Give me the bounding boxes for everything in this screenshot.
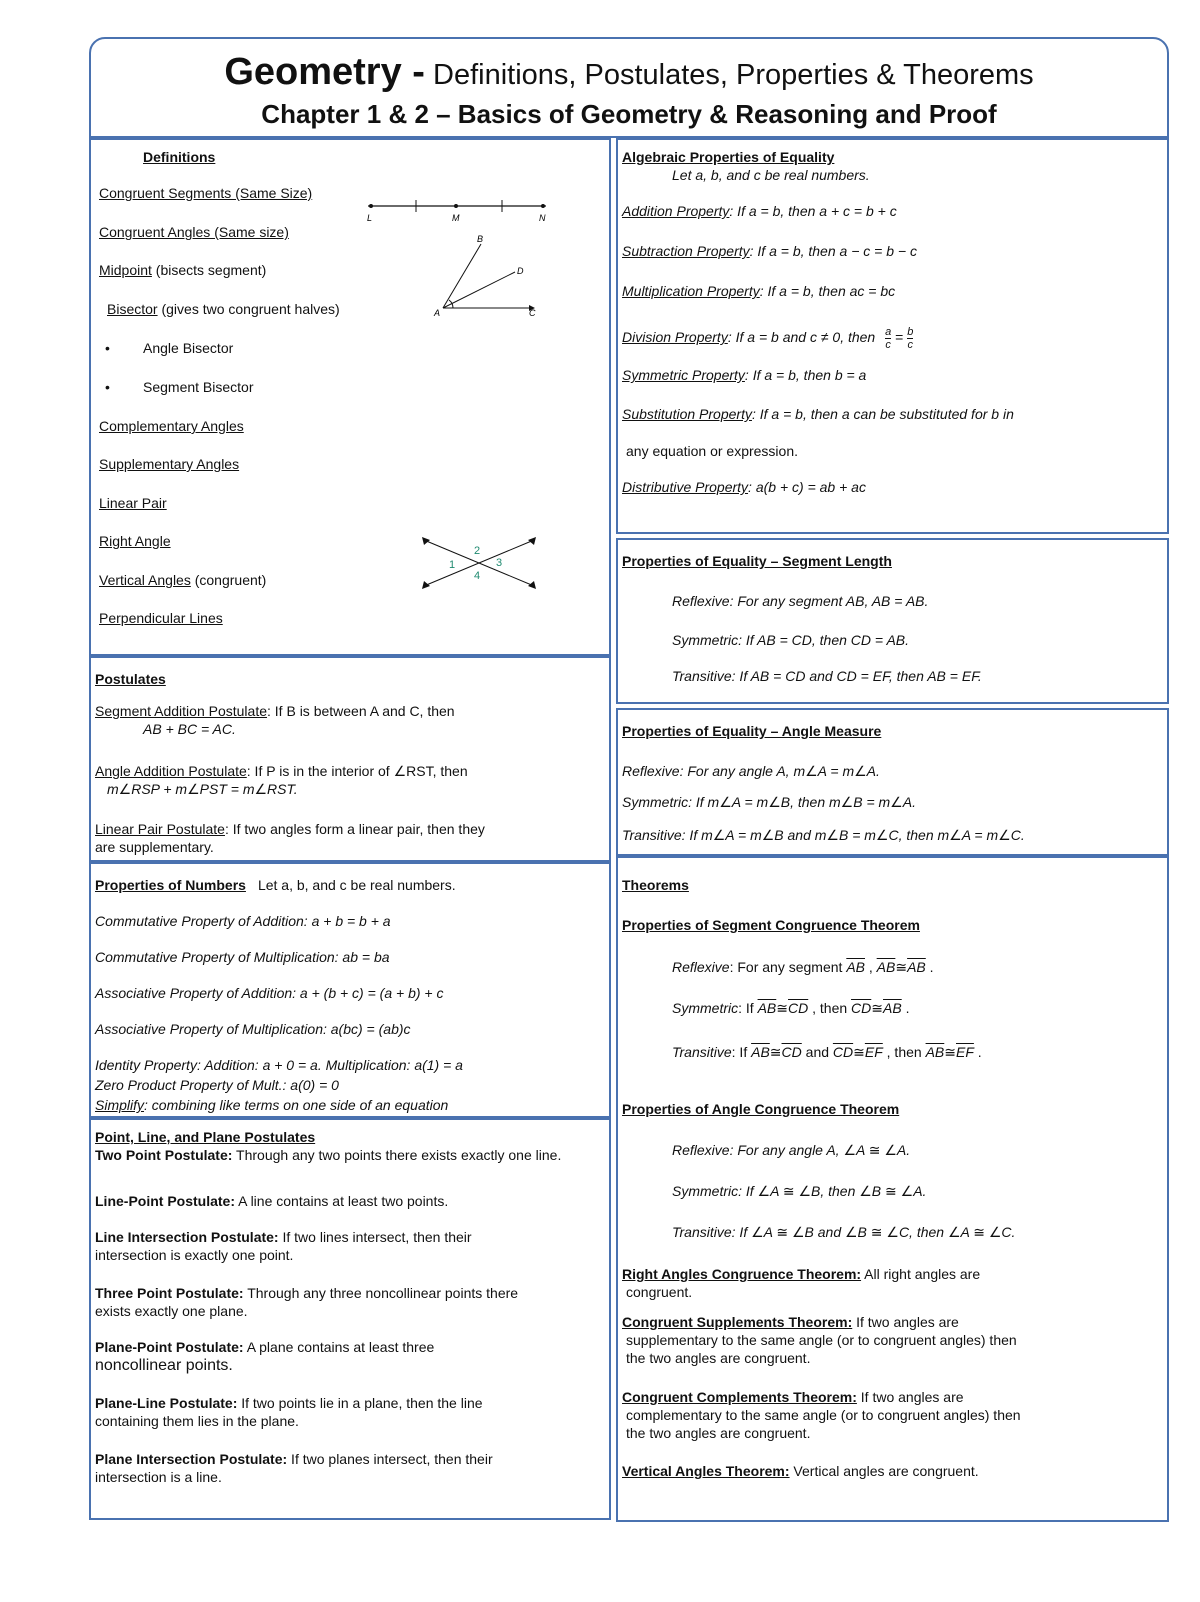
algebra-box <box>616 138 1169 534</box>
def-perpendicular: Perpendicular Lines <box>99 610 223 626</box>
def-vertical-angles: Vertical Angles (congruent) <box>99 572 267 588</box>
seg-cong-reflexive: Reflexive: For any segment $\overline{AB}$ , $\overline{AB}≅\overline{AB}$ . <box>672 959 934 975</box>
label-l: L <box>367 213 373 223</box>
zero-product: Zero Product Property of Mult.: a(0) = 0 <box>95 1077 339 1093</box>
subtraction-property: Subtraction Property: If a = b, then a − c = b − c <box>622 243 917 259</box>
multiplication-property: Multiplication Property: If a = b, then ac = bc <box>622 283 896 299</box>
def-segment-bisector: Segment Bisector <box>143 379 254 395</box>
line-intersection-postulate: Line Intersection Postulate: If two lines intersect, then their intersection is exactly one point. <box>95 1229 472 1263</box>
definitions-heading: Definitions <box>143 149 216 165</box>
two-point-postulate: Two Point Postulate: Through any two points there exists exactly one line. <box>95 1147 562 1163</box>
seg-symmetric: Symmetric: If AB = CD, then CD = AB. <box>672 632 910 648</box>
algebra-heading: Algebraic Properties of Equality <box>622 149 835 165</box>
label-2: 2 <box>474 545 481 557</box>
three-point-postulate: Three Point Postulate: Through any three noncollinear points there exists exactly one plane. <box>95 1285 519 1319</box>
bullet-icon: • <box>105 340 110 356</box>
ang-symmetric: Symmetric: If m∠A = m∠B, then m∠B = m∠A. <box>622 794 916 810</box>
theorems-box <box>616 856 1169 1522</box>
bullet-icon: • <box>105 379 110 395</box>
header <box>89 37 1169 138</box>
plane-point-postulate-cont: noncollinear points. <box>95 1357 233 1374</box>
label-1: 1 <box>449 559 456 571</box>
def-bisector: Bisector (gives two congruent halves) <box>107 301 340 317</box>
substitution-property-cont: any equation or expression. <box>626 443 798 459</box>
simplify: Simplify: combining like terms on one side of an equation <box>95 1097 449 1113</box>
comm-add: Commutative Property of Addition: a + b = b + a <box>95 913 391 929</box>
def-supplementary: Supplementary Angles <box>99 456 240 472</box>
plane-line-postulate: Plane-Line Postulate: If two points lie in a plane, then the line containing them lies in the plane. <box>95 1395 483 1429</box>
identity-property: Identity Property: Addition: a + 0 = a. Multiplication: a(1) = a <box>95 1057 463 1073</box>
label-3: 3 <box>496 557 503 569</box>
symmetric-property: Symmetric Property: If a = b, then b = a <box>622 367 867 383</box>
segment-lmn-figure <box>366 196 556 226</box>
def-midpoint: Midpoint (bisects segment) <box>99 262 267 278</box>
label-b: B <box>477 234 484 244</box>
comm-mult: Commutative Property of Multiplication: ab = ba <box>95 949 390 965</box>
algebra-intro: Let a, b, and c be real numbers. <box>672 167 870 183</box>
segment-addition-postulate: Segment Addition Postulate: If B is between A and C, then <box>95 703 455 719</box>
def-linear-pair: Linear Pair <box>99 495 167 511</box>
addition-property: Addition Property: If a = b, then a + c = b + c <box>622 203 897 219</box>
label-4: 4 <box>474 570 481 582</box>
definitions-box <box>89 138 611 656</box>
congruent-complements-theorem: Congruent Complements Theorem: If two angles are <box>622 1389 964 1405</box>
page-subtitle: Chapter 1 & 2 – Basics of Geometry & Reasoning and Proof <box>261 99 997 129</box>
assoc-add: Associative Property of Addition: a + (b + c) = (a + b) + c <box>95 985 444 1001</box>
segment-addition-formula: AB + BC = AC. <box>143 721 236 737</box>
angle-measure-heading: Properties of Equality – Angle Measure <box>622 723 882 739</box>
def-congruent-angles: Congruent Angles (Same size) <box>99 224 289 240</box>
linear-pair-postulate: Linear Pair Postulate: If two angles form a linear pair, then they <box>95 821 485 837</box>
seg-transitive: Transitive: If AB = CD and CD = EF, then AB = EF. <box>672 668 982 684</box>
def-complementary: Complementary Angles <box>99 418 244 434</box>
congruent-complements-cont1: complementary to the same angle (or to congruent angles) then <box>626 1407 1021 1423</box>
angle-addition-postulate: Angle Addition Postulate: If P is in the interior of ∠RST, then <box>95 763 468 779</box>
congruent-supplements-theorem: Congruent Supplements Theorem: If two angles are <box>622 1314 959 1330</box>
plane-point-postulate: Plane-Point Postulate: A plane contains at least three <box>95 1339 435 1355</box>
ang-cong-transitive: Transitive: If ∠A ≅ ∠B and ∠B ≅ ∠C, then ∠A ≅ ∠C. <box>672 1224 1016 1240</box>
plp-heading: Point, Line, and Plane Postulates <box>95 1129 316 1145</box>
right-angles-theorem: Right Angles Congruence Theorem: All right angles are <box>622 1266 981 1282</box>
vertical-angles-figure <box>416 532 546 594</box>
plp-box <box>89 1118 611 1520</box>
fraction-b-over-c: $\frac{b}{c}$ <box>907 325 914 351</box>
numbers-heading: Properties of Numbers Let a, b, and c be real numbers. <box>95 877 456 893</box>
def-congruent-segments: Congruent Segments (Same Size) <box>99 185 313 201</box>
angle-abc-figure <box>431 232 541 322</box>
segment-length-box <box>616 538 1169 704</box>
page-title: Geometry - Definitions, Postulates, Properties & Theorems <box>224 51 1034 93</box>
substitution-property: Substitution Property: If a = b, then a can be substituted for b in <box>622 406 1014 422</box>
postulates-box <box>89 656 611 862</box>
postulates-heading: Postulates <box>95 671 166 687</box>
distributive-property: Distributive Property: a(b + c) = ab + ac <box>622 479 866 495</box>
label-n: N <box>539 213 546 223</box>
seg-cong-symmetric: Symmetric: If $\overline{AB}≅\overline{CD}$ , then $\overline{CD}≅\overline{AB}$ . <box>672 1000 910 1016</box>
line-point-postulate: Line-Point Postulate: A line contains at least two points. <box>95 1193 449 1209</box>
label-a: A <box>434 308 441 318</box>
congruent-complements-cont2: the two angles are congruent. <box>626 1425 811 1441</box>
angle-congruence-heading: Properties of Angle Congruence Theorem <box>622 1101 900 1117</box>
segment-congruence-heading: Properties of Segment Congruence Theorem <box>622 917 920 933</box>
vertical-angles-theorem: Vertical Angles Theorem: Vertical angles are congruent. <box>622 1463 979 1479</box>
right-angles-theorem-cont: congruent. <box>626 1284 693 1300</box>
division-property: Division Property: If a = b and c ≠ 0, then $\frac{a}{c}$ = $\frac{b}{c}$ <box>622 325 914 351</box>
plane-intersection-postulate: Plane Intersection Postulate: If two planes intersect, then their intersection is a line. <box>95 1451 493 1485</box>
ang-cong-symmetric: Symmetric: If ∠A ≅ ∠B, then ∠B ≅ ∠A. <box>672 1183 927 1199</box>
segment-length-heading: Properties of Equality – Segment Length <box>622 553 892 569</box>
angle-addition-formula: m∠RSP + m∠PST = m∠RST. <box>107 781 298 797</box>
linear-pair-postulate-cont: are supplementary. <box>95 839 214 855</box>
theorems-heading: Theorems <box>622 877 689 893</box>
ang-reflexive: Reflexive: For any angle A, m∠A = m∠A. <box>622 763 880 779</box>
label-m: M <box>452 213 460 223</box>
seg-reflexive: Reflexive: For any segment AB, AB = AB. <box>672 593 929 609</box>
congruent-supplements-cont2: the two angles are congruent. <box>626 1350 811 1366</box>
label-c: C <box>529 308 536 318</box>
fraction-a-over-c: $\frac{a}{c}$ <box>885 325 892 351</box>
congruent-supplements-cont1: supplementary to the same angle (or to congruent angles) then <box>626 1332 1017 1348</box>
label-d: D <box>517 266 524 276</box>
angle-measure-box <box>616 708 1169 856</box>
assoc-mult: Associative Property of Multiplication: a(bc) = (ab)c <box>95 1021 411 1037</box>
def-angle-bisector: Angle Bisector <box>143 340 234 356</box>
ang-cong-reflexive: Reflexive: For any angle A, ∠A ≅ ∠A. <box>672 1142 911 1158</box>
ang-transitive: Transitive: If m∠A = m∠B and m∠B = m∠C, then m∠A = m∠C. <box>622 827 1025 843</box>
numbers-box <box>89 862 611 1118</box>
def-right-angle: Right Angle <box>99 533 171 549</box>
seg-cong-transitive: Transitive: If $\overline{AB}≅\overline{CD}$ and $\overline{CD}≅\overline{EF}$ , then $\overline{AB}≅\overline{EF}$ . <box>672 1044 982 1060</box>
